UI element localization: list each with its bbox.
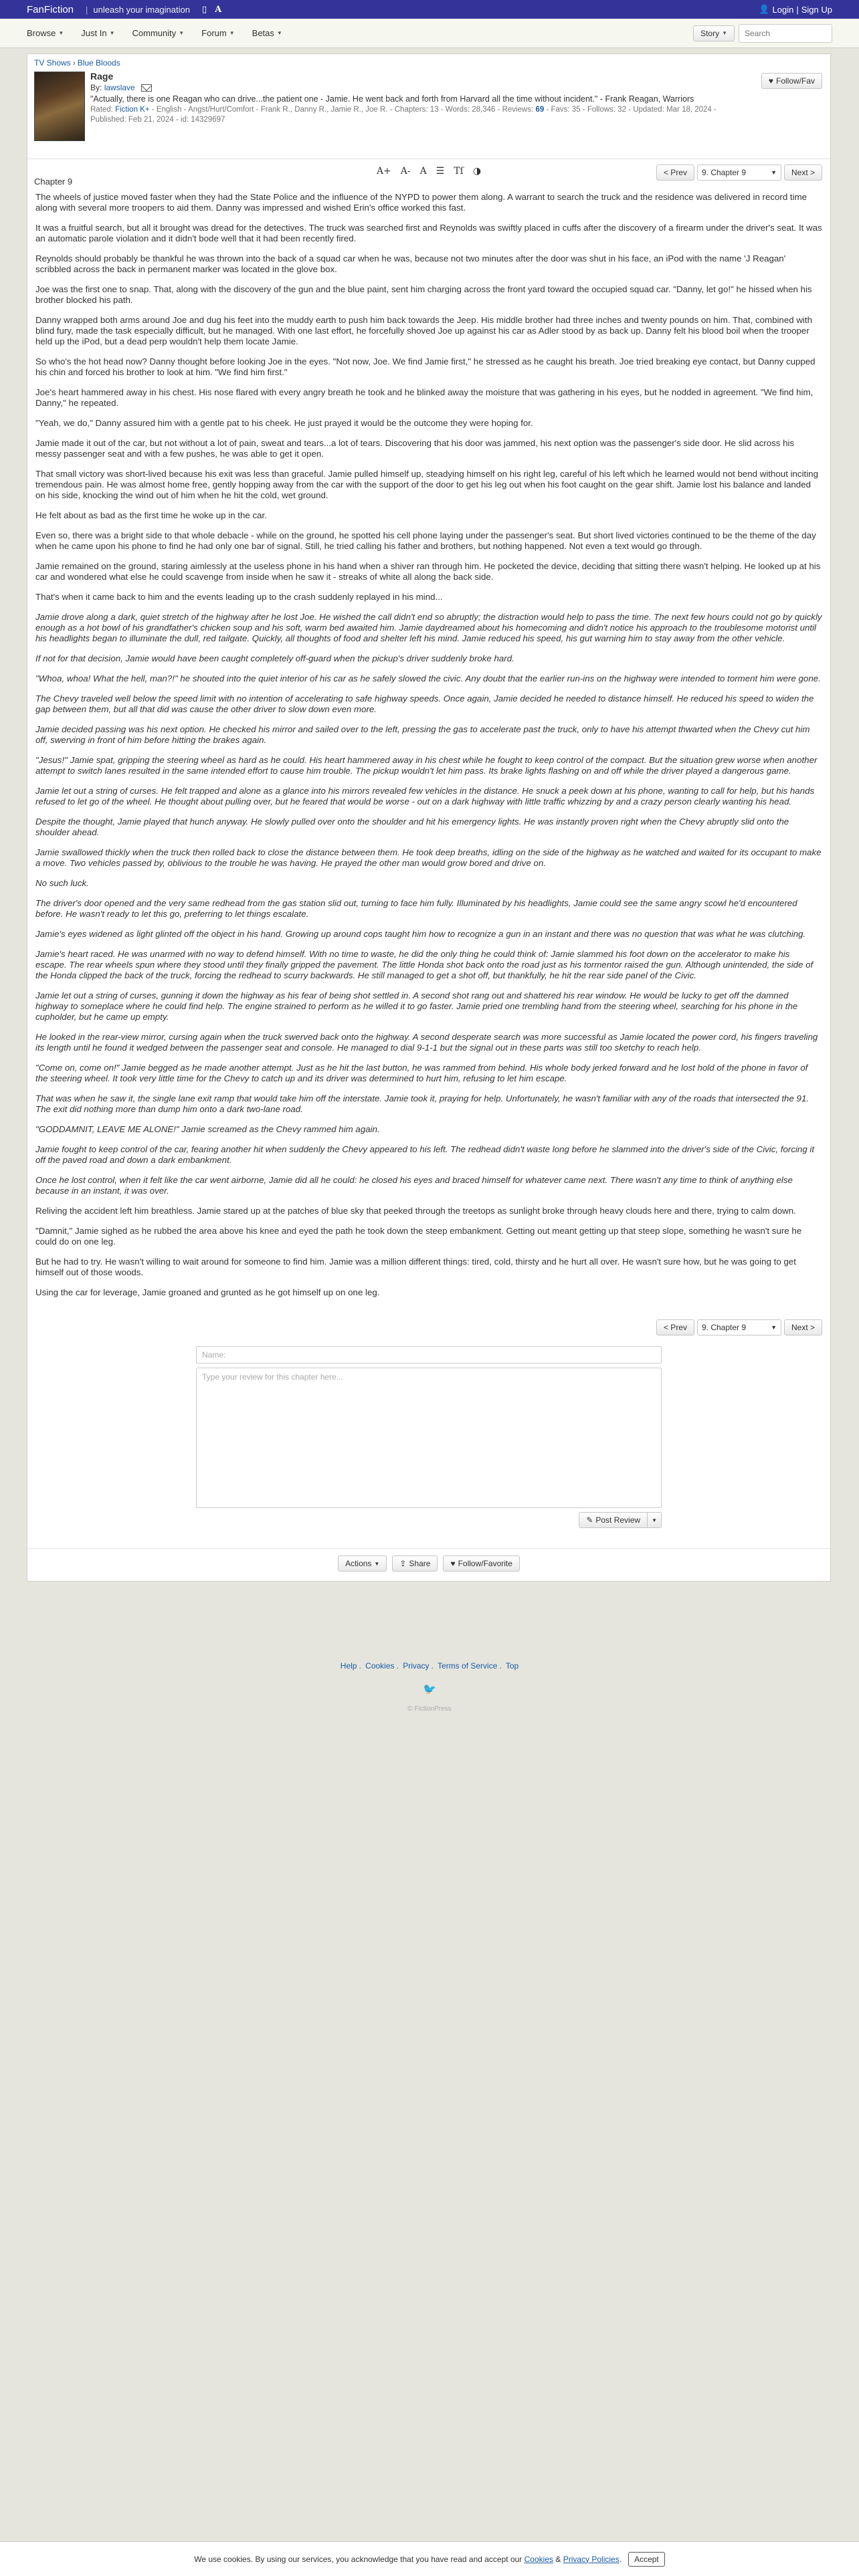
chevron-down-icon: ▼	[179, 30, 185, 36]
accept-cookies-button[interactable]: Accept	[628, 2552, 665, 2567]
menu-betas[interactable]	[252, 28, 282, 38]
story-paragraph: Jamie's eyes widened as light glinted off the object in his hand. Growing up around cops taught him how to recognize a gun in an instant and there was no question that was what he was clutching.	[35, 929, 806, 939]
rating-link[interactable]: Fiction K+	[115, 106, 150, 114]
cookie-cookies-link[interactable]: Cookies	[524, 2554, 553, 2564]
story-paragraph: No such luck.	[35, 878, 89, 888]
story-paragraph: "GODDAMNIT, LEAVE ME ALONE!" Jamie screamed as the Chevy rammed him again.	[35, 1124, 380, 1134]
story-dropdown-button[interactable]	[693, 25, 735, 41]
footer-dot: .	[499, 1661, 502, 1671]
story-paragraph: Jamie drove along a dark, quiet stretch of the highway after he lost Joe. He wished the call didn't end so abruptly; the distraction would help to pass the time. The next few hours could not go by quickly enough as a hot bowl of his grandfather's chicken soup and his soft, warm bed awaited him. Jamie daydreamed about his homecoming and didn't notice his approach to the troublesome motorist until his headlights began to illuminate the dull, red tailgate. Quickly, all thoughts of food and shelter left his mind. Jamie reduced his speed, his gut warning him to stay away from the other vehicle.	[35, 612, 822, 643]
text-width-icon[interactable]: ☰	[436, 166, 445, 177]
menu-betas-label: Betas	[252, 28, 274, 38]
auth-links	[759, 4, 832, 15]
story-paragraph: "Damnit," Jamie sighed as he rubbed the area above his knee and eyed the path he took down the steep embankment. Getting out meant getting up that steep slope, something he wasn't sure he could do on one leg.	[35, 1226, 802, 1247]
comment-icon: ✎	[586, 1515, 593, 1525]
story-paragraph: "Yeah, we do," Danny assured him with a gentle pat to his cheek. He just prayed it would be the outcome they were hoping for.	[35, 418, 533, 428]
chevron-down-icon: ▼	[652, 1517, 657, 1523]
breadcrumb-fandom[interactable]: Blue Bloods	[77, 58, 120, 68]
share-icon: ⇪	[399, 1559, 407, 1568]
chevron-down-icon: ▼	[722, 30, 727, 36]
story-byline	[90, 83, 743, 93]
mail-icon[interactable]	[141, 84, 152, 92]
cookie-banner	[0, 2541, 859, 2576]
post-review-label: Post Review	[595, 1515, 641, 1525]
actions-button[interactable]	[338, 1555, 387, 1572]
footer-terms-link[interactable]: Terms of Service	[438, 1661, 498, 1671]
chapter-nav-bottom	[27, 1307, 830, 1342]
main-content	[27, 53, 831, 1582]
chevron-down-icon: ▼	[374, 1560, 380, 1567]
story-paragraph: That's when it came back to him and the events leading up to the crash suddenly replayed in his mind...	[35, 592, 443, 602]
breadcrumb	[27, 54, 830, 72]
menu-bar	[0, 19, 859, 48]
chevron-down-icon: ▼	[58, 30, 64, 36]
twitter-icon[interactable]: 🐦	[423, 1684, 436, 1695]
menu-community[interactable]	[132, 28, 185, 38]
font-type-icon[interactable]: Tſ	[454, 166, 464, 177]
cookie-period: .	[619, 2554, 622, 2564]
review-name-input[interactable]: Name:	[196, 1346, 662, 1364]
menu-forum-label: Forum	[201, 28, 227, 38]
post-review-options-button[interactable]	[648, 1512, 662, 1528]
story-paragraph: Reliving the accident left him breathless. Jamie stared up at the patches of blue sky that peeked through the treetops as sunlight broke through heavy clouds here and there, trying to calm down.	[35, 1206, 796, 1216]
footer-top-link[interactable]: Top	[505, 1661, 519, 1671]
story-dropdown-label: Story	[700, 28, 720, 38]
story-paragraph: Jamie swallowed thickly when the truck then rolled back to close the distance between them. He took deep breaths, idling on the side of the highway as he watched and waited for its occupant to make a move. Two vehicles passed by, oblivious to the trouble he was having. He prayed the other man would grow bored and drive on.	[35, 847, 822, 868]
story-paragraph: Even so, there was a bright side to that whole debacle - while on the ground, he spotted his cell phone laying under the passenger's seat. But short lived victories continued to be the theme of the day when he came upon his phone to find he had only one bar of signal. Still, he tried calling his father and brothers, but nothing happened. Not even a text would go through.	[35, 530, 816, 551]
footer-cookies-link[interactable]: Cookies	[365, 1661, 395, 1671]
contrast-icon[interactable]: ◑	[472, 166, 482, 177]
story-paragraph: So who's the hot head now? Danny thought before looking Joe in the eyes. "Not now, Joe. We find Jamie first," he stressed as he caught his breath. Joe tried breaking eye contact, but Danny cupped his chin and forced his brother to look at him. "We find him first."	[35, 356, 816, 377]
next-chapter-button[interactable]: Next >	[784, 1319, 822, 1335]
story-paragraph: "Whoa, whoa! What the hell, man?!" he shouted into the quiet interior of his car as he safely slowed the civic. Any doubt that the earlier run-ins on the highway were intended to torment him were gone.	[35, 673, 821, 683]
reading-toolbar	[27, 158, 830, 185]
follow-fav-label: Follow/Fav	[775, 76, 815, 86]
top-bar	[0, 0, 859, 19]
menu-just-in[interactable]	[81, 28, 114, 38]
story-paragraph: Jamie made it out of the car, but not without a lot of pain, sweat and tears...a lot of tears. Discovering that his door was jammed, his next option was the passenger's side door. He slid across his messy passenger seat and with a few pushes, he was able to get it open.	[35, 438, 795, 459]
chapter-select[interactable]	[697, 165, 781, 181]
meta-details: - English - Angst/Hurt/Comfort - Frank R., Danny R., Jamie R., Joe R. - Chapters: 13 - Words: 28,346 - Reviews:	[151, 106, 534, 114]
chapter-select-value: 9. Chapter 9	[701, 1323, 747, 1332]
review-post-row	[196, 1512, 662, 1528]
meta-rated-label: Rated:	[90, 106, 113, 114]
story-paragraph: "Come on, come on!" Jamie begged as he made another attempt. Just as he hit the last button, he was rammed from behind. His whole body jerked forward and he lost hold of the phone in favor of the steering wheel. It took very little time for the Chevy to catch up and its driver was determined to hurt him, refusing to let him escape.	[35, 1063, 808, 1083]
menu-browse[interactable]	[27, 28, 64, 38]
font-increase-icon[interactable]: A+	[376, 166, 391, 177]
font-decrease-icon[interactable]: A-	[400, 166, 411, 177]
reading-tools	[377, 166, 481, 177]
story-paragraph: But he had to try. He wasn't willing to wait around for someone to find him. Jamie was a million different things: tired, cold, thirsty and he hurt all over. He wasn't sure how, but he was going to get himself out of those woods.	[35, 1257, 796, 1277]
reviews-link[interactable]: 69	[535, 106, 545, 114]
story-paragraph: Jamie fought to keep control of the car, fearing another hit when suddenly the Chevy appeared to his left. The redhead didn't waste long before he slammed into the driver's side of the Civic, forcing it off the paved road and down a dark embankment.	[35, 1144, 815, 1165]
login-link[interactable]: Login	[772, 4, 794, 15]
footer-privacy-link[interactable]: Privacy	[403, 1661, 430, 1671]
story-paragraph: Jamie let out a string of curses. He felt trapped and alone as a glance into his mirrors revealed few vehicles in the distance. He snuck a peek down at his phone, wanting to call for help, but his hands refused to let go of the wheel. He thought about pulling over, but he feared that would be worse - out on a dark highway with little traffic whizzing by and a crazy person clearly wanting his head.	[35, 786, 815, 807]
footer-links	[0, 1661, 859, 1671]
follow-favorite-button[interactable]	[443, 1555, 519, 1572]
site-logo[interactable]: FanFiction	[27, 3, 74, 15]
story-paragraph: That was when he saw it, the single lane exit ramp that would take him off the interstate. Jamie took it, praying for help. Unfortunately, he wasn't familiar with any of the roads that intersected the 91. The exit did nothing more than dump him onto a dark two-lane road.	[35, 1093, 809, 1114]
menu-community-label: Community	[132, 28, 177, 38]
story-paragraph: "Jesus!" Jamie spat, gripping the steering wheel as hard as he could. His heart hammered away in his chest while he fought to keep control of the compact. But the situation grew worse when another attempt to switch lanes resulted in the same intended effort to cause him trouble. The pickup wouldn't let him pass. Its brake lights flashing on and off while the driver played a dangerous game.	[35, 755, 818, 776]
story-meta	[90, 105, 743, 125]
story-paragraph: Jamie remained on the ground, staring aimlessly at the useless phone in his hand when a shiver ran through him. He pocketed the device, deciding that sitting there wasn't helping. He looked up at his car and wondered what else he could scavenge from inside when he saw it - streaks of white all along the back side.	[35, 561, 821, 582]
story-cover-image[interactable]	[34, 72, 85, 141]
page-footer	[0, 1661, 859, 1713]
follow-fav-button[interactable]	[761, 73, 822, 89]
chapter-heading: Chapter 9	[34, 177, 73, 187]
story-paragraph: That small victory was short-lived because his exit was less than graceful. Jamie pulled himself up, steadying himself on his right leg, careful of his left which he learned would not bend without inciting tremendous pain. He was almost home free, gently hopping away from the car with the support of the door to get his leg out when his foot caught on the gear shift. Jamie lost his balance and landed on his side, knocking the wind out of him when he hit the cold, wet ground.	[35, 469, 818, 500]
follow-favorite-label: Follow/Favorite	[458, 1559, 512, 1568]
review-body-textarea[interactable]: Type your review for this chapter here...	[196, 1368, 662, 1508]
post-review-button[interactable]	[579, 1512, 648, 1528]
story-paragraph: Danny wrapped both arms around Joe and dug his feet into the muddy earth to push him back towards the Jeep. His middle brother had three inches and twenty pounds on him. That, combined with blind fury, made the task especially difficult, but he managed. With one last effort, he forcefully shoved Joe up against his car as Adler stood by as back up. Danny felt his blood boil when the trooper held up the iPod, but a dead perp wouldn't help them locate Jamie.	[35, 315, 812, 346]
font-face-icon[interactable]: A	[419, 166, 427, 177]
chevron-down-icon: ▼	[771, 1324, 777, 1331]
signup-link[interactable]: Sign Up	[801, 4, 832, 15]
actions-label: Actions	[345, 1559, 372, 1568]
story-paragraph: The wheels of justice moved faster when they had the State Police and the influence of the NYPD to power them along. A warrant to search the truck and the residence was delivered in record time along with several more troopers to aid them. Danny was impressed and wished Erin's office worked this fast.	[35, 192, 807, 213]
chevron-right-icon: ›	[72, 58, 76, 68]
story-paragraph: It was a fruitful search, but all it brought was dread for the detectives. The truck was searched first and Reynolds was swiftly placed in cuffs after the discovery of a firearm under the driver's seat. It was an automatic parole violation and it didn't bode well that it had been recently fired.	[35, 223, 822, 243]
chapter-nav-top	[656, 165, 822, 181]
by-label: By:	[90, 83, 102, 92]
heart-icon: ♥	[450, 1559, 456, 1568]
story-paragraph: Despite the thought, Jamie played that hunch anyway. He slowly pulled over onto the shoulder and hit his emergency lights. He was instantly proven right when the Chevy abruptly slid onto the shoulder ahead.	[35, 817, 789, 837]
story-paragraph: The driver's door opened and the very same redhead from the gas station slid out, turning to face him fully. Illuminated by his headlights, Jamie could see the same angry scowl he'd encountered before. He wasn't ready to let this go, preferring to let things escalate.	[35, 898, 797, 919]
user-icon: 👤	[759, 4, 770, 14]
story-title: Rage	[90, 71, 114, 82]
story-paragraph: Joe's heart hammered away in his chest. His nose flared with every angry breath he took and he blinked away the moisture that was gathering in his eyes, but he nodded in agreement. "We find him, Danny," he repeated.	[35, 387, 814, 408]
chapter-select[interactable]	[697, 1319, 781, 1335]
cookie-text	[194, 2555, 622, 2564]
review-form	[196, 1346, 662, 1528]
story-paragraph: Once he lost control, when it felt like the car went airborne, Jamie did all he could: he closed his eyes and braced himself for whatever came next. There wasn't any time to think of anything else because in an instant, it was over.	[35, 1175, 793, 1196]
menu-search-area	[693, 24, 832, 43]
site-tagline: unleash your imagination	[93, 4, 190, 15]
footer-dot: .	[396, 1661, 399, 1671]
search-input[interactable]	[739, 24, 832, 43]
story-paragraph: Joe was the first one to snap. That, along with the discovery of the gun and the blue paint, sent him charging across the front yard toward the occupied squad car. "Danny, let go!" he hissed when his brother blocked his path.	[35, 284, 812, 305]
cookie-amp: &	[555, 2554, 561, 2564]
cookie-privacy-link[interactable]: Privacy Policies	[563, 2554, 619, 2564]
story-text	[27, 185, 830, 1298]
story-paragraph: The Chevy traveled well below the speed limit with no intention of accelerating to safe highway speeds. Once again, Jamie decided he needed to distance himself. He reduced his speed to widen the gap between them, but all that did was cause the other driver to slow down even more.	[35, 693, 814, 714]
story-paragraph: He felt about as bad as the first time he woke up in the car.	[35, 510, 267, 520]
breadcrumb-category[interactable]: TV Shows	[34, 58, 71, 68]
share-button[interactable]	[392, 1555, 438, 1572]
topbar-separator: |	[86, 4, 88, 15]
story-header	[27, 72, 830, 152]
story-paragraph: He looked in the rear-view mirror, cursing again when the truck swerved back onto the highway. A second desperate search was more successful as Jamie located the power cord, his fingers traveling its length until he found it wedged between the passenger seat and console. He managed to dial 9-1-1 but the signal out in these parts was still too sketchy to reach help.	[35, 1032, 818, 1053]
story-paragraph: Jamie decided passing was his next option. He checked his mirror and sailed over to the left, pressing the gas to accelerate past the truck, only to have his attempt thwarted when the Chevy cut him off, swerving in front of him before hitting the brakes again.	[35, 724, 810, 745]
story-paragraph: Jamie let out a string of curses, gunning it down the highway as his fear of being shot settled in. A second shot rang out and shattered his rear window. He would be lucky to get off the damned highway to someplace where he could find help. The engine strained to perform as he willed it to go faster. Jamie pried one trembling hand from the steering wheel, searching for his phone in the cupholder, but he came up empty.	[35, 990, 798, 1022]
auth-divider: |	[796, 4, 799, 15]
footer-dot: .	[359, 1661, 361, 1671]
chapter-select-value: 9. Chapter 9	[701, 168, 747, 177]
footer-help-link[interactable]: Help	[340, 1661, 357, 1671]
chevron-down-icon: ▼	[276, 30, 282, 36]
author-link[interactable]: lawslave	[104, 83, 135, 92]
meta-tail: - Favs: 35 - Follows: 32 - Updated: Mar 18, 2024 - Published: Feb 21, 2024 - id: 14329697	[90, 106, 717, 124]
story-info	[90, 72, 743, 125]
footer-dot: .	[431, 1661, 434, 1671]
heart-icon: ♥	[768, 76, 773, 86]
story-paragraph: Reynolds should probably be thankful he was thrown into the back of a squad car when he was, because not two minutes after the door was shut in his face, an iPod with the name 'J Reagan' scribbled across the back in permanent marker was located in the glove box.	[35, 253, 786, 274]
chevron-down-icon: ▼	[109, 30, 115, 36]
prev-chapter-button[interactable]: < Prev	[656, 165, 694, 181]
story-paragraph: If not for that decision, Jamie would have been caught completely off-guard when the pickup's driver suddenly broke hard.	[35, 653, 514, 663]
menu-browse-label: Browse	[27, 28, 56, 38]
footer-copyright: © FictionPress	[407, 1705, 452, 1713]
menu-forum[interactable]	[201, 28, 234, 38]
share-label: Share	[409, 1559, 431, 1568]
chevron-down-icon: ▼	[229, 30, 235, 36]
mobile-icon[interactable]: ▯	[201, 4, 207, 14]
menu-just-in-label: Just In	[81, 28, 107, 38]
story-summary: "Actually, there is one Reagan who can drive...the patient one - Jamie. He went back and forth from Harvard all the time without incident." - Frank Reagan, Warriors	[90, 94, 694, 104]
story-actions	[27, 1548, 830, 1572]
next-chapter-button[interactable]: Next >	[784, 165, 822, 181]
chevron-down-icon: ▼	[771, 169, 777, 176]
prev-chapter-button[interactable]: < Prev	[656, 1319, 694, 1335]
story-paragraph: Jamie's heart raced. He was unarmed with no way to defend himself. With no time to waste, he did the only thing he could think of: Jamie slammed his foot down on the accelerator to make his escape. The rear wheels spun where they stood until they finally gripped the pavement. The little Honda shot back onto the road just as his tormentor raised the gun. Although unintended, the side of the Honda clipped the back of the truck, forcing the redhead to scurry backwards. He still managed to get a shot off, but thankfully, he hit the rear side panel of the Civic.	[35, 949, 814, 980]
font-icon[interactable]: A	[215, 4, 222, 15]
story-paragraph: Using the car for leverage, Jamie groaned and grunted as he got himself up on one leg.	[35, 1287, 380, 1297]
cookie-text-before: We use cookies. By using our services, you acknowledge that you have read and accept our	[194, 2554, 522, 2564]
